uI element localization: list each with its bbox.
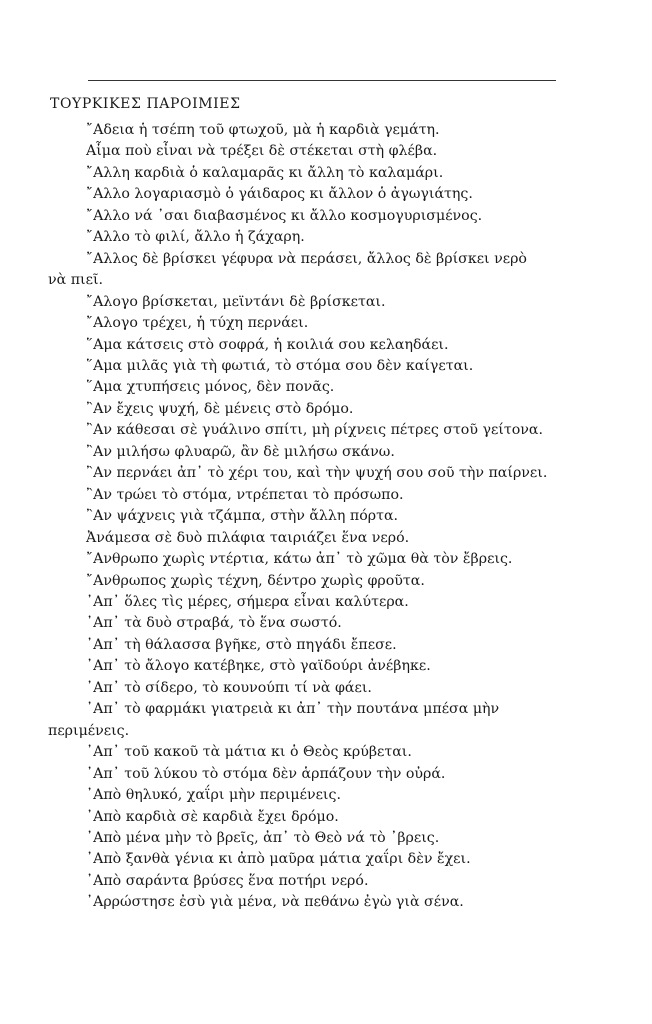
proverb-text: Ἀνάμεσα σὲ δυὸ πιλάφια ταιριάζει ἕνα νερό. <box>86 529 410 546</box>
proverb-text: ᾿Απ᾿ τὰ δυὸ στραβά, τὸ ἕνα σωστό. <box>86 615 342 632</box>
proverb-text: ῎Αλλο λογαριασμὸ ὁ γάιδαρος κι ἄλλον ὁ ἀγωγιάτης. <box>86 186 473 203</box>
proverb-item <box>0 206 652 227</box>
proverb-item <box>0 742 652 763</box>
proverb-text: ᾿Απὸ μένα μὴν τὸ βρεῖς, ἀπ᾿ τὸ Θεὸ νά τὸ ᾿βρεις. <box>86 829 440 846</box>
proverb-text: ᾿Απ᾿ τοῦ λύκου τὸ στόμα δὲν ἁρπάζουν τὴν οὐρά. <box>86 765 446 782</box>
proverb-item <box>0 442 652 463</box>
proverb-text: ῎Αλλος δὲ βρίσκει γέφυρα νὰ περάσει, ἄλλος δὲ βρίσκει νερὸ <box>86 250 527 267</box>
proverb-item <box>0 699 652 742</box>
proverb-item <box>0 528 652 549</box>
proverb-text: ᾿Απὸ σαράντα βρύσες ἕνα ποτήρι νερό. <box>86 872 369 889</box>
proverb-item <box>0 463 652 484</box>
proverb-text: ῎Αλλη καρδιὰ ὁ καλαμαρᾶς κι ἄλλη τὸ καλαμάρι. <box>86 164 444 181</box>
proverb-item <box>0 506 652 527</box>
proverb-item <box>0 678 652 699</box>
proverb-item <box>0 120 652 141</box>
proverb-item <box>0 313 652 334</box>
proverb-text: ᾿Απὸ καρδιὰ σὲ καρδιὰ ἔχει δρόμο. <box>86 808 339 825</box>
page-heading: ΤΟΥΡΚΙΚΕΣ ΠΑΡΟΙΜΙΕΣ <box>50 96 241 112</box>
proverb-item <box>0 892 652 913</box>
proverb-text: ῍Αν κάθεσαι σὲ γυάλινο σπίτι, μὴ ρίχνεις πέτρες στοῦ γείτονα. <box>86 422 543 439</box>
proverb-item <box>0 399 652 420</box>
proverb-item <box>0 163 652 184</box>
proverb-text: ῎Αδεια ἡ τσέπη τοῦ φτωχοῦ, μὰ ἡ καρδιὰ γεμάτη. <box>86 122 440 138</box>
proverb-item <box>0 141 652 162</box>
proverb-item <box>0 184 652 205</box>
proverb-text: ῎Αλλο νά ᾿σαι διαβασμένος κι ἄλλο κοσμογυρισμένος. <box>86 207 483 224</box>
proverb-text: ᾿Απ᾿ τὴ θάλασσα βγῆκε, στὸ πηγάδι ἔπεσε. <box>86 636 397 653</box>
proverb-item <box>0 613 652 634</box>
proverb-text: ῎Ανθρωπος χωρὶς τέχνη, δέντρο χωρὶς φροῦτα. <box>86 572 425 589</box>
proverb-text: ᾿Απ᾿ τοῦ κακοῦ τὰ μάτια κι ὁ Θεὸς κρύβεται. <box>86 744 412 761</box>
proverb-item <box>0 592 652 613</box>
proverb-item <box>0 849 652 870</box>
proverb-item <box>0 485 652 506</box>
proverb-text: ῞Αμα κάτσεις στὸ σοφρά, ἡ κοιλιά σου κελαηδάει. <box>86 336 449 353</box>
proverb-text: ᾿Απ᾿ τὸ ἄλογο κατέβηκε, στὸ γαϊδούρι ἀνέβηκε. <box>86 658 431 675</box>
proverb-text: ῞Αμα μιλᾶς γιὰ τὴ φωτιά, τὸ στόμα σου δὲν καίγεται. <box>86 357 474 374</box>
proverb-text: ῞Αμα χτυπήσεις μόνος, δὲν πονᾶς. <box>86 379 335 396</box>
proverb-item <box>0 635 652 656</box>
proverb-item <box>0 356 652 377</box>
proverb-item <box>0 549 652 570</box>
proverb-text: Αἷμα ποὺ εἶναι νὰ τρέξει δὲ στέκεται στὴ φλέβα. <box>86 143 438 160</box>
proverb-text: ῎Ανθρωπο χωρὶς ντέρτια, κάτω ἀπ᾿ τὸ χῶμα θὰ τὸν ἔβρεις. <box>86 551 513 568</box>
proverb-text: ῎Αλλο τὸ φιλί, ἄλλο ἡ ζάχαρη. <box>86 229 305 246</box>
header-rule <box>88 80 556 81</box>
proverb-text: ᾿Απὸ θηλυκό, χαΐρι μὴν περιμένεις. <box>86 787 341 804</box>
proverb-text-continuation: περιμένεις. <box>48 722 130 739</box>
proverb-item <box>0 292 652 313</box>
proverb-text-continuation: νὰ πιεῖ. <box>48 272 104 289</box>
proverb-item <box>0 656 652 677</box>
proverb-text: ῍Αν περνάει ἀπ᾿ τὸ χέρι του, καὶ τὴν ψυχή σου σοῦ τὴν παίρνει. <box>86 465 548 482</box>
proverb-text: ῍Αν ψάχνεις γιὰ τζάμπα, στὴν ἄλλη πόρτα. <box>86 508 399 525</box>
proverb-item <box>0 227 652 248</box>
proverb-item <box>0 571 652 592</box>
proverb-text: ῎Αλογο βρίσκεται, μεϊντάνι δὲ βρίσκεται. <box>86 293 386 310</box>
proverb-text: ῎Αλογο τρέχει, ἡ τύχη περνάει. <box>86 315 309 332</box>
proverb-item <box>0 335 652 356</box>
proverb-text: ῍Αν ἔχεις ψυχή, δὲ μένεις στὸ δρόμο. <box>86 400 354 417</box>
proverb-text: ᾿Απ᾿ τὸ φαρμάκι γιατρειὰ κι ἀπ᾿ τὴν πουτάνα μπέσα μὴν <box>86 701 500 718</box>
proverb-text: ᾿Απ᾿ τὸ σίδερο, τὸ κουνούπι τί νὰ φάει. <box>86 679 372 696</box>
proverb-item <box>0 764 652 785</box>
proverb-text: ῍Αν τρώει τὸ στόμα, ντρέπεται τὸ πρόσωπο. <box>86 486 404 503</box>
proverb-item <box>0 807 652 828</box>
proverb-text: ᾿Απ᾿ ὅλες τὶς μέρες, σήμερα εἶναι καλύτερα. <box>86 593 409 610</box>
proverb-item <box>0 249 652 292</box>
proverb-item <box>0 828 652 849</box>
proverb-text: ῍Αν μιλήσω φλυαρῶ, ἂν δὲ μιλήσω σκάνω. <box>86 443 395 460</box>
proverb-text: ᾿Απὸ ξανθὰ γένια κι ἀπὸ μαῦρα μάτια χαΐρι δὲν ἔχει. <box>86 851 471 868</box>
proverb-item <box>0 377 652 398</box>
proverb-item <box>0 420 652 441</box>
proverb-text: ᾿Αρρώστησε ἐσὺ γιὰ μένα, νὰ πεθάνω ἐγὼ γιὰ σένα. <box>86 894 464 911</box>
proverb-item <box>0 871 652 892</box>
proverb-item <box>0 785 652 806</box>
proverb-list <box>0 120 652 914</box>
